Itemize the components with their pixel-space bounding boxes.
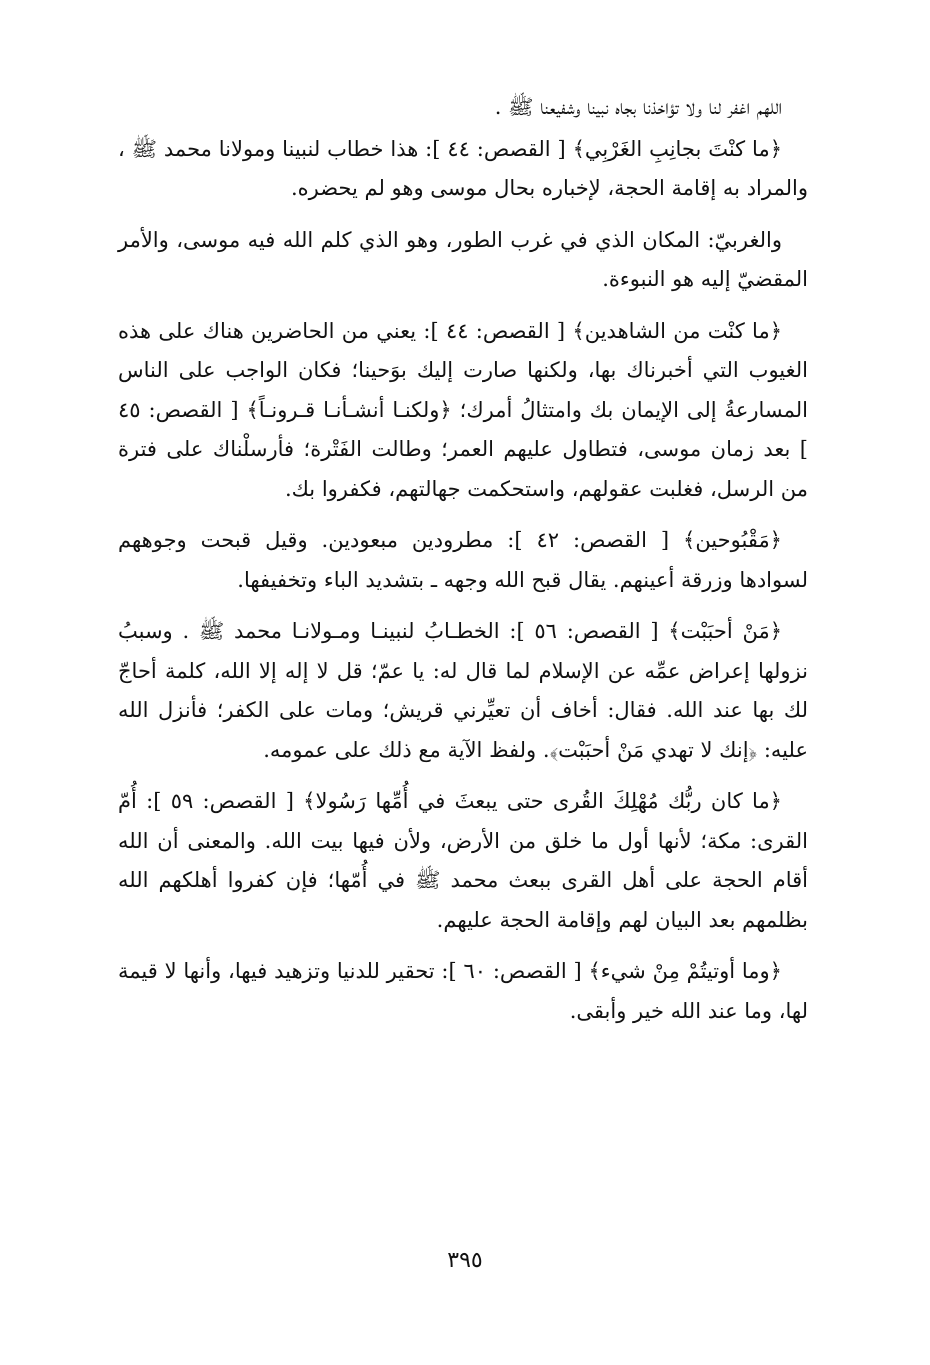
gharbi-verse-paragraph: ﴿ما كنْتَ بجانِبِ الغَرْبِي﴾ [ القصص: ٤٤ ]: هذا خطاب لنبينا ومولانا محمد ﷺ ، والمراد به إقامة الحجة، لإخباره بحال موسى وهو لم يحضره. <box>118 136 808 200</box>
umm-al-qura-verse-paragraph: ﴿ما كان ربُّك مُهْلِكَ القُرى حتى يبعثَ في أُمِّها رَسُولا﴾ [ القصص: ٥٩ ]: أُمّ القرى: مكة؛ لأنها أول ما خلق من الأرض، ولأن فيها بيت الله. والمعنى أن الله أقام الحجة على أهل القرى ببعث محمد ﷺ في أُمّها؛ فإن كفروا أهلكهم الله بظلمهم بعد البيان لهم وإقامة الحجة عليهم. <box>118 789 808 932</box>
page-body <box>118 88 808 1043</box>
closing-prayer-paragraph: اللهم اغفر لنا ولا تؤاخذنا بجاه نبينا وشفيعنا ﷺ . <box>494 95 782 119</box>
gharbi-definition-paragraph: والغربيّ: المكان الذي في غرب الطور، وهو الذي كلم الله فيه موسى، والأمر المقضيّ إليه هو النبوءة. <box>118 227 808 291</box>
utitum-verse-paragraph: ﴿وما أوتيتُمْ مِنْ شيء﴾ [ القصص: ٦٠ ]: تحقير للدنيا وتزهيد فيها، وأنها لا قيمة لها، وما عند الله خير وأبقى. <box>118 959 808 1023</box>
maqbuhin-verse-paragraph: ﴿مَقْبُوحين﴾ [ القصص: ٤٢ ]: مطرودين مبعودين. وقيل قبحت وجوههم لسوادها وزرقة أعينهم. يقال قبح الله وجهه ـ بتشديد الباء وتخفيفها. <box>118 528 808 592</box>
page-number: ٣٩٥ <box>447 1248 483 1273</box>
ahbabt-verse-paragraph: ﴿مَنْ أحبَبْت﴾ [ القصص: ٥٦ ]: الخطـابُ لنبينـا ومـولانـا محمد ﷺ . وسببُ نزولها إعراض عمِّه عن الإسلام لما قال له: يا عمّ؛ قل لا إله إلا الله، كلمة أحاجّ لك بها عند الله. فقال: أخاف أن تعيِّرني قريش؛ ومات على الكفر؛ فأنزل الله عليه: ﴿إنك لا تهدي مَنْ أحبَبْت﴾. ولفظ الآية مع ذلك على عمومه. <box>118 619 808 762</box>
shahidin-verse-paragraph: ﴿ما كنْت من الشاهدين﴾ [ القصص: ٤٤ ]: يعني من الحاضرين هناك على هذه الغيوب التي أخبرناك بها، ولكنها صارت إليك بوَحينا؛ فكان الواجب على الناس المسارعةُ إلى الإيمان بك وامتثالُ أمرك؛ ﴿ولكنـا أنشـأنـا قـرونـاً﴾ [ القصص: ٤٥ ] بعد زمان موسى، فتطاول عليهم العمر؛ وطالت الفَتْرة؛ فأرسلْناك على فترة من الرسل، فغلبت عقولهم، واستحكمت جهالتهم، فكفروا بك. <box>118 318 808 501</box>
